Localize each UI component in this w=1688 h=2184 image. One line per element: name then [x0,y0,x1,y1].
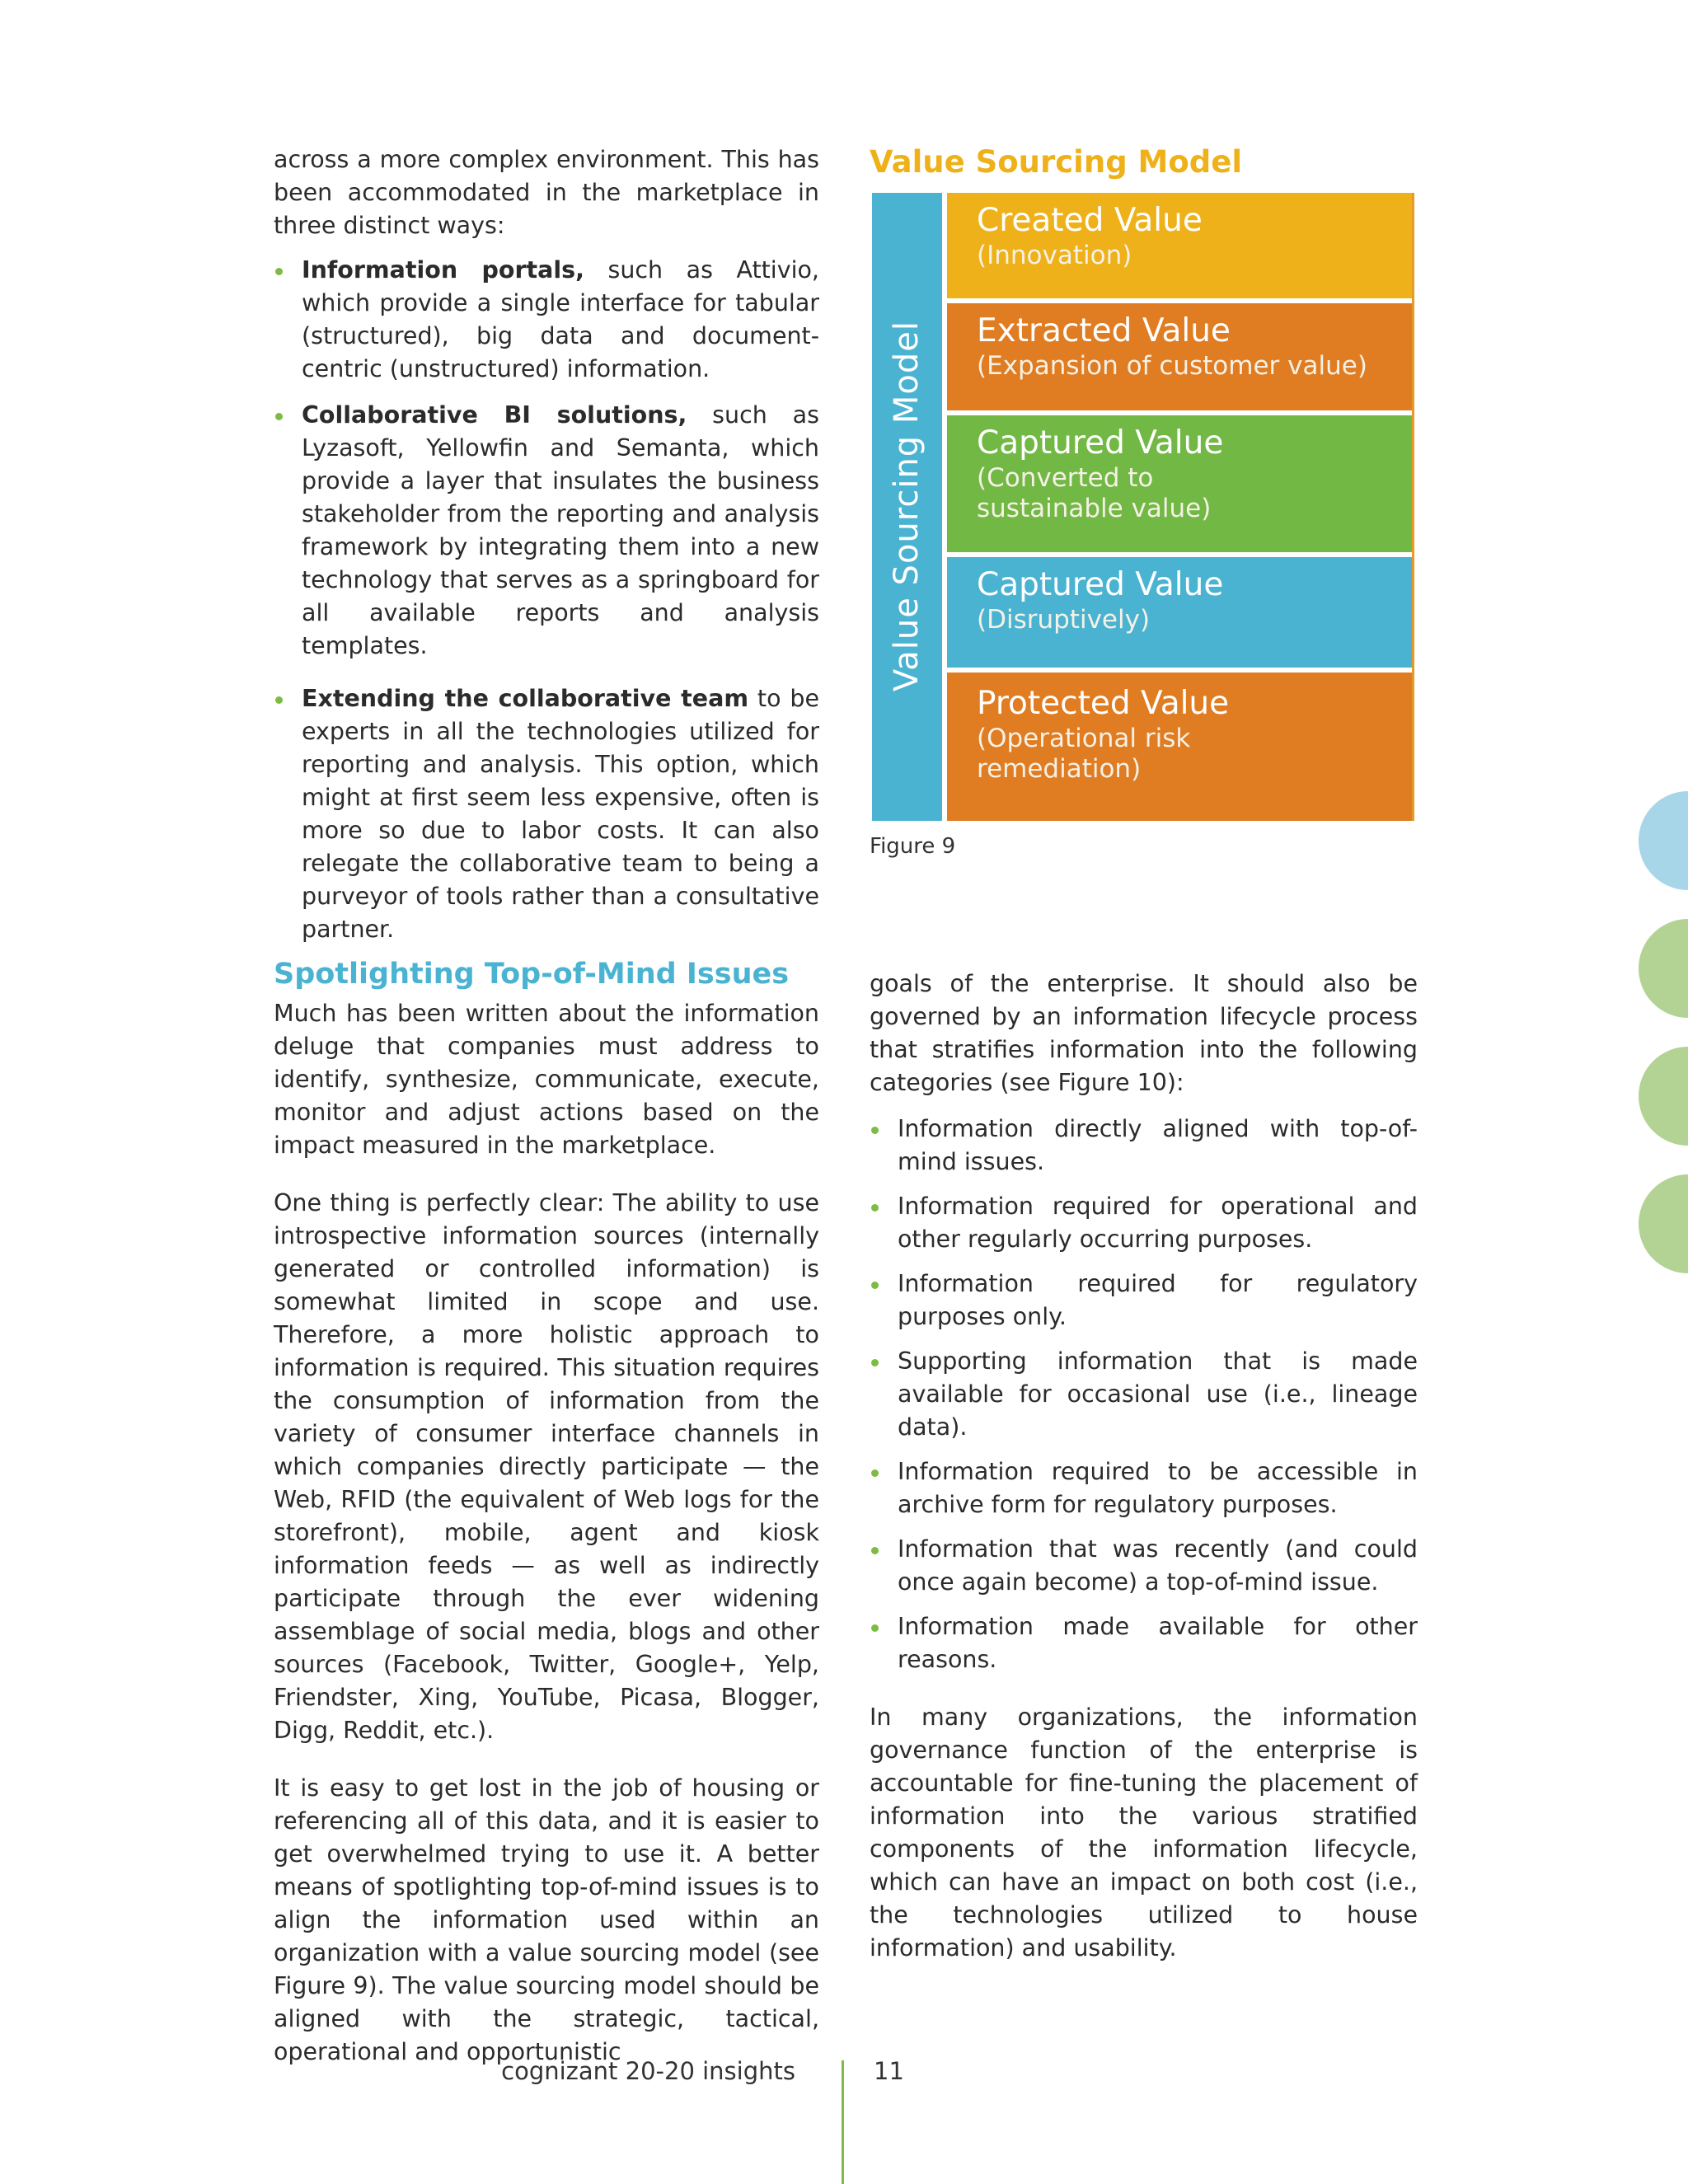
block-subtitle: (Operational risk remediation) [977,724,1191,784]
marketplace-approaches-list [274,254,819,946]
list-item [274,254,819,386]
bullet-icon [871,1469,879,1477]
figure-block-captured-value-converted [947,415,1412,552]
list-item [870,1190,1418,1256]
bullet-lead: Extending the collaborative team [302,685,749,712]
block-title: Captured Value [977,424,1224,462]
bullet-lead: Information portals, [302,256,584,284]
figure-vertical-label: Value Sourcing Model [888,321,926,691]
bullet-icon [871,1127,879,1134]
block-subtitle: (Expansion of customer value) [977,351,1367,381]
bullet-icon [871,1359,879,1366]
figure-block-extracted-value [947,303,1412,410]
bullet-text: Information directly aligned with top-of-mind issues. [898,1115,1418,1175]
bullet-icon [275,413,283,420]
bullet-icon [275,268,283,275]
right-intro-paragraph: goals of the enterprise. It should also be governed by an information lifecycle process that stratifies information into the following categories (see Figure 10): [870,970,1418,1096]
section-tab-blue [1639,791,1688,890]
section-heading: Spotlighting Top-of-Mind Issues [274,958,790,991]
left-column [274,143,819,2069]
bullet-lead: Collaborative BI solutions, [302,401,687,429]
body-paragraph: Much has been written about the information deluge that companies must address to identify, synthesize, communicate, execute, monitor and adjust actions based on the impact measured in the marketplace. [274,1000,819,1159]
figure-heading: Value Sourcing Model [870,144,1243,180]
figure-block-captured-value-disruptively [947,557,1412,668]
bullet-text: to be experts in all the technologies utilized for reporting and analysis. This option, which might at first seem less expensive, often is more so due to labor costs. It can also relegate the collaborative team to being a purveyor of tools rather than a consultative partner. [302,685,819,943]
bullet-text: such as Attivio, which provide a single interface for tabular (structured), big data and document-centric (unstructured) information. [302,256,819,382]
figure-right-edge [1412,193,1414,821]
bullet-text: such as Lyzasoft, Yellowfin and Semanta, which provide a layer that insulates the business stakeholder from the reporting and analysis framework by integrating them into a new technology that serves as a springboard for all available reports and analysis templates. [302,401,819,659]
section-tab-green-1 [1639,919,1688,1018]
section-tab-green-3 [1639,1174,1688,1273]
bullet-text: Information required for operational and other regularly occurring purposes. [898,1193,1418,1253]
page-number: 11 [874,2057,904,2085]
block-title: Created Value [977,202,1203,239]
list-item [870,1268,1418,1333]
list-item [274,682,819,946]
closing-paragraph: In many organizations, the information governance function of the enterprise is accountable for fine-tuning the placement of information into the various stratified components of the information lifecycle, which can have an impact on both cost (i.e., the technologies utilized to house information) and usability. [870,1704,1418,1961]
bullet-text: Information that was recently (and could once again become) a top-of-mind issue. [898,1535,1418,1596]
bullet-text: Information made available for other reasons. [898,1613,1418,1673]
body-paragraph: One thing is perfectly clear: The ability to use introspective information sources (internally generated or controlled information) is somewhat limited in scope and use. Therefore, a more holistic approach to information is required. This situation requires the consumption of information from the variety of consumer interface channels in which companies directly participate — the Web, RFID (the equivalent of Web logs for the storefront), mobile, agent and kiosk information feeds — as well as indirectly participate through the ever widening assemblage of social media, blogs and other sources (Facebook, Twitter, Google+, Yelp, Friendster, Xing, YouTube, Picasa, Blogger, Digg, Reddit, etc.). [274,1189,819,1744]
block-title: Captured Value [977,566,1224,603]
figure-caption: Figure 9 [870,834,956,859]
figure-block-protected-value [947,673,1412,821]
bullet-icon [871,1624,879,1632]
bullet-icon [871,1204,879,1212]
list-item [870,1533,1418,1599]
bullet-icon [871,1282,879,1289]
block-subtitle: (Disruptively) [977,605,1151,635]
list-item [870,1610,1418,1676]
block-subtitle: (Innovation) [977,241,1132,270]
bullet-text: Information required for regulatory purposes only. [898,1270,1418,1330]
list-item [870,1345,1418,1444]
left-intro-paragraph: across a more complex environment. This has been accommodated in the marketplace in three distinct ways: [274,146,819,239]
figure-area [870,143,1418,860]
body-paragraph: It is easy to get lost in the job of housing or referencing all of this data, and it is easier to get overwhelmed trying to use it. A better means of spotlighting top-of-mind issues is to align the information used within an organization with a value sourcing model (see Figure 9). The value sourcing model should be aligned with the strategic, tactical, operational and opportunistic [274,1774,819,2065]
bullet-text: Information required to be accessible in archive form for regulatory purposes. [898,1458,1418,1518]
list-item [870,1113,1418,1179]
footer-publication: cognizant 20-20 insights [501,2057,795,2085]
block-title: Extracted Value [977,312,1231,349]
list-item [870,1455,1418,1521]
footer-divider [842,2060,844,2184]
value-sourcing-figure [870,193,1414,821]
block-title: Protected Value [977,685,1230,722]
list-item [274,399,819,663]
right-column [870,968,1418,1965]
section-tab-green-2 [1639,1047,1688,1146]
bullet-text: Supporting information that is made available for occasional use (i.e., lineage data). [898,1347,1418,1441]
bullet-icon [871,1547,879,1554]
figure-block-created-value [947,193,1412,298]
block-subtitle: (Converted to sustainable value) [977,463,1212,523]
bullet-icon [275,696,283,704]
lifecycle-categories-list [870,1113,1418,1676]
